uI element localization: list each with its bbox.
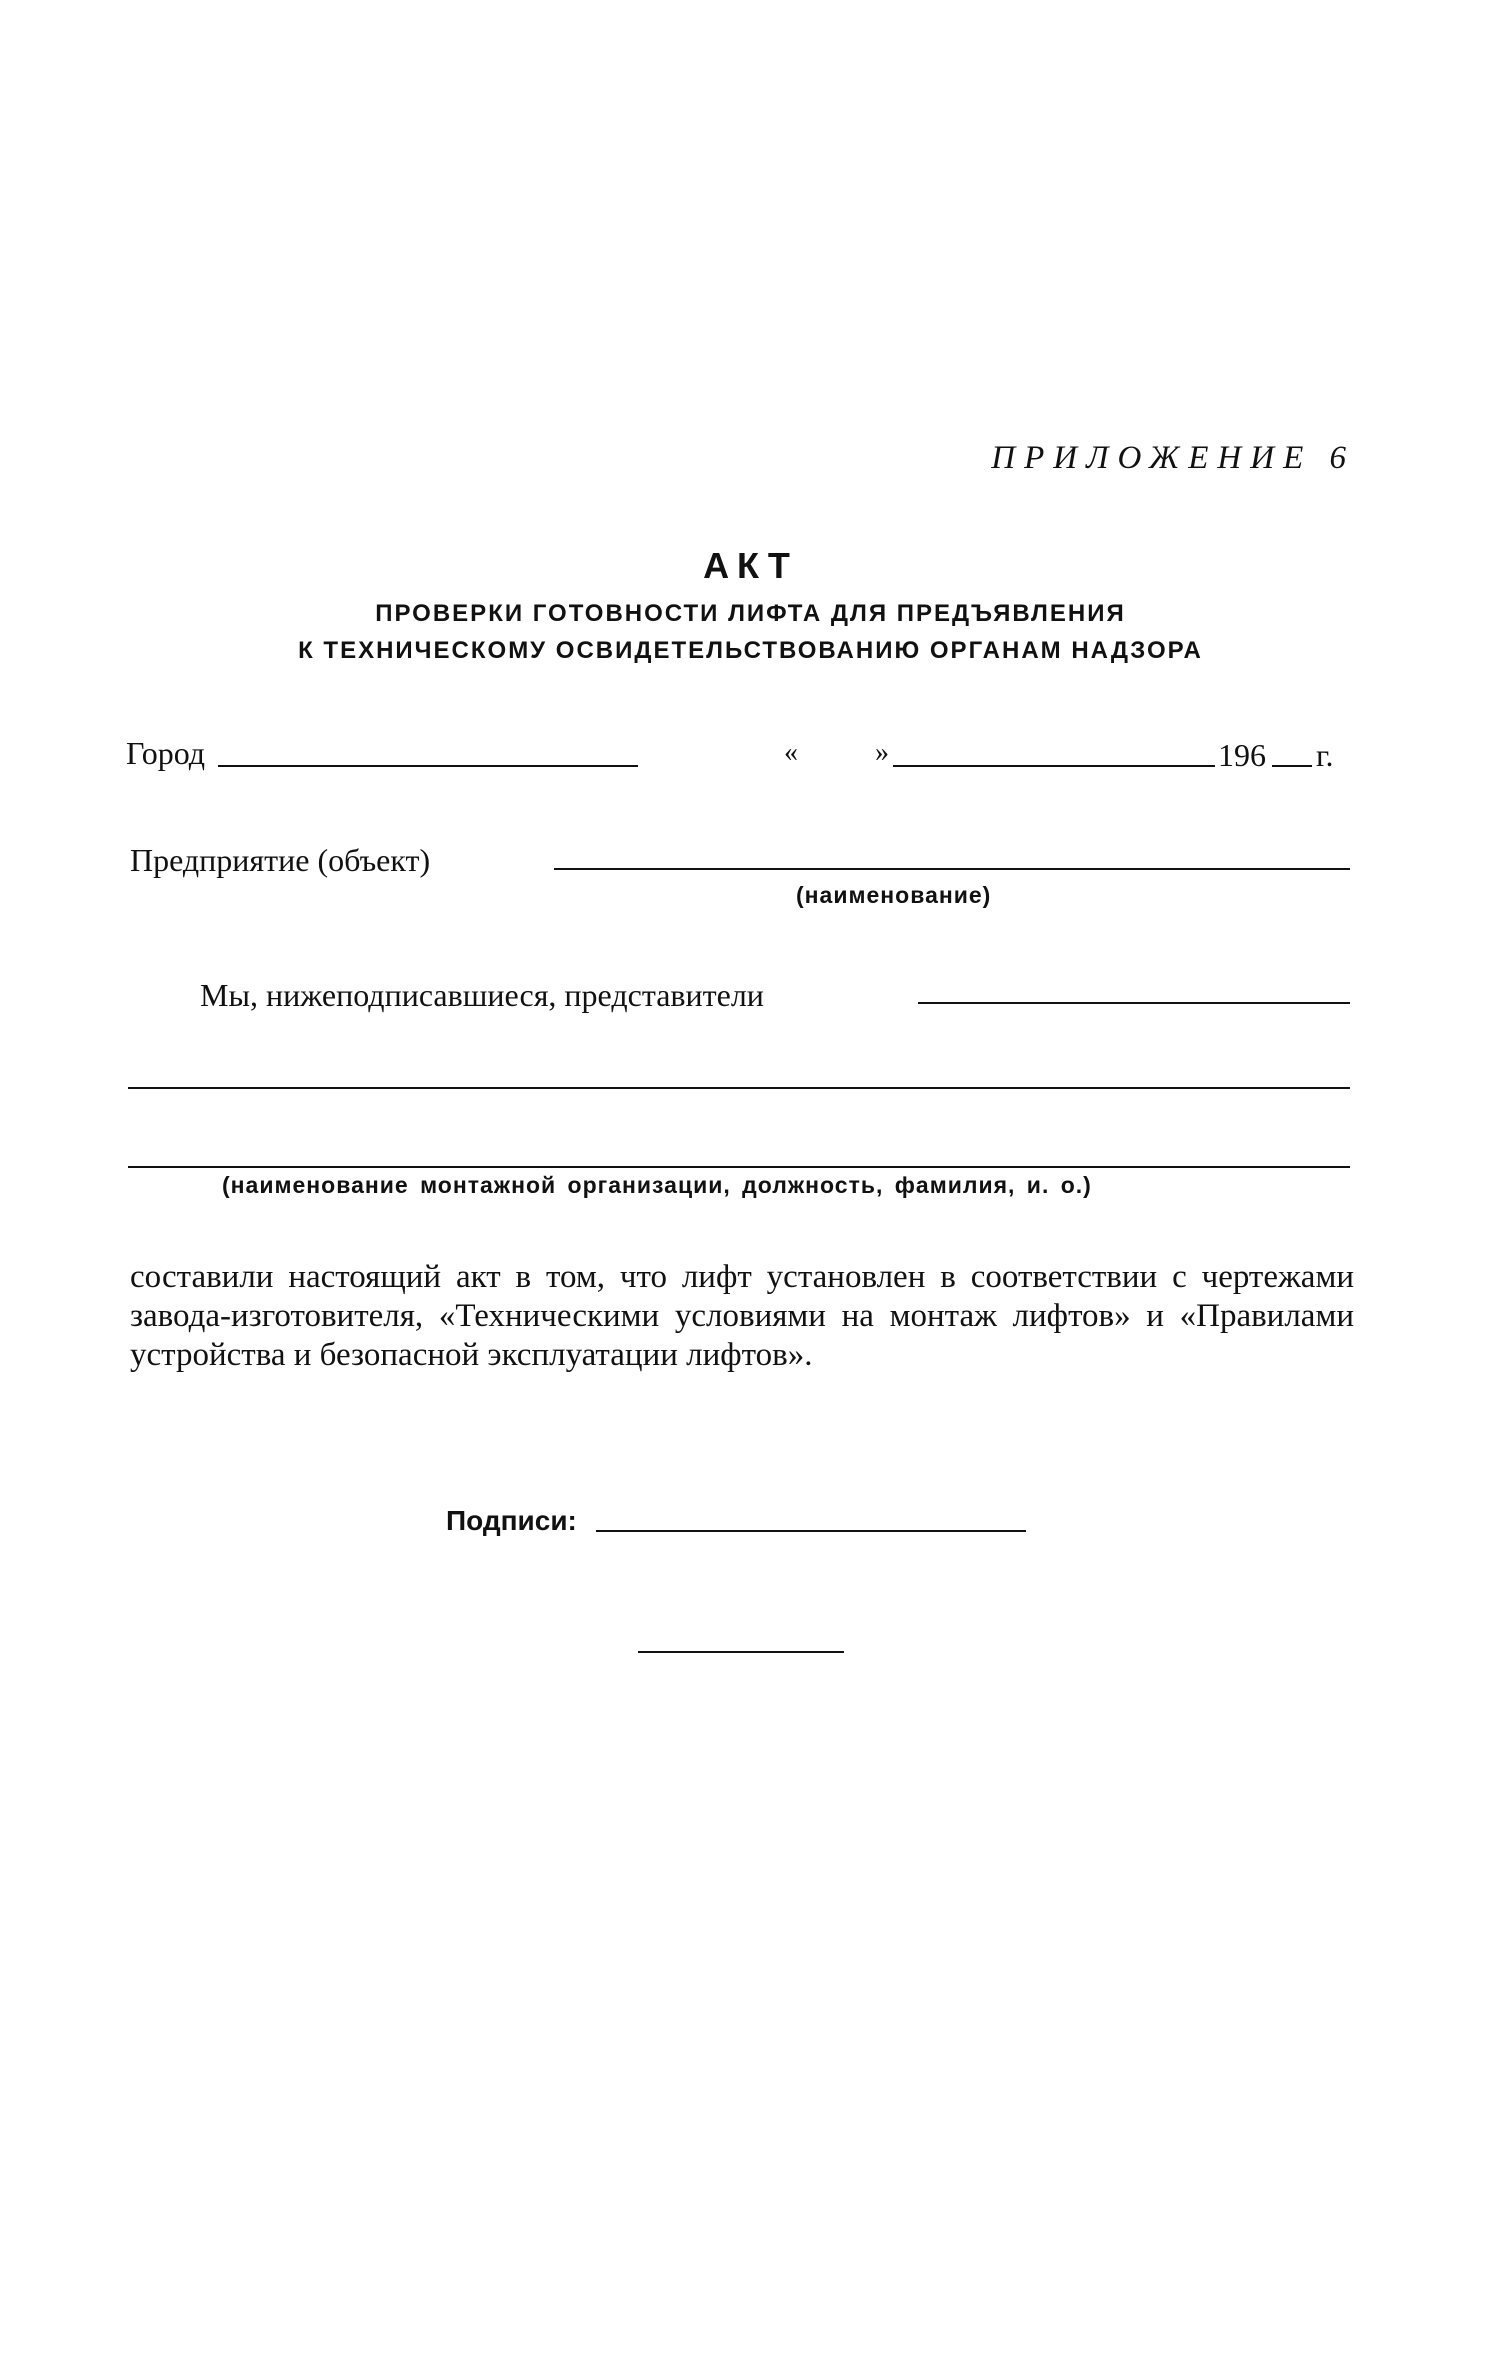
date-quote-close: » bbox=[875, 737, 889, 768]
representatives-blank-line-1 bbox=[918, 1002, 1350, 1004]
subtitle-line-1: ПРОВЕРКИ ГОТОВНОСТИ ЛИФТА ДЛЯ ПРЕДЪЯВЛЕНИЯ bbox=[375, 600, 1126, 627]
signatures-label: Подписи: bbox=[446, 1505, 577, 1536]
date-blank-line bbox=[893, 765, 1215, 767]
enterprise-blank-line bbox=[554, 868, 1350, 870]
year-blank-line bbox=[1272, 765, 1312, 767]
subtitle-line-2: К ТЕХНИЧЕСКОМУ ОСВИДЕТЕЛЬСТВОВАНИЮ ОРГАНАМ НАДЗОРА bbox=[298, 637, 1203, 664]
city-blank-line bbox=[218, 765, 638, 767]
representatives-caption: (наименование монтажной организации, должность, фамилия, и. о.) bbox=[222, 1172, 1092, 1198]
body-paragraph: составили настоящий акт в том, что лифт установлен в соответствии с чертежами завода-изготовителя, «Техническими условиями на монтаж лифтов» и «Правилами устройства и безопасной эксплуатации лифтов». bbox=[130, 1259, 1354, 1373]
document-title: АКТ bbox=[703, 545, 798, 586]
signature-blank-line bbox=[596, 1530, 1026, 1532]
representatives-label: Мы, нижеподписавшиеся, представители bbox=[200, 977, 764, 1013]
enterprise-caption: (наименование) bbox=[796, 882, 992, 908]
date-quote-open: « bbox=[784, 737, 798, 768]
closing-rule bbox=[638, 1651, 844, 1653]
year-suffix: г. bbox=[1316, 737, 1334, 773]
enterprise-label: Предприятие (объект) bbox=[130, 842, 431, 878]
representatives-blank-line-3 bbox=[128, 1166, 1350, 1168]
year-prefix: 196 bbox=[1218, 737, 1266, 773]
city-label: Город bbox=[126, 735, 206, 771]
representatives-blank-line-2 bbox=[128, 1087, 1350, 1089]
appendix-heading: ПРИЛОЖЕНИЕ 6 bbox=[991, 440, 1355, 476]
